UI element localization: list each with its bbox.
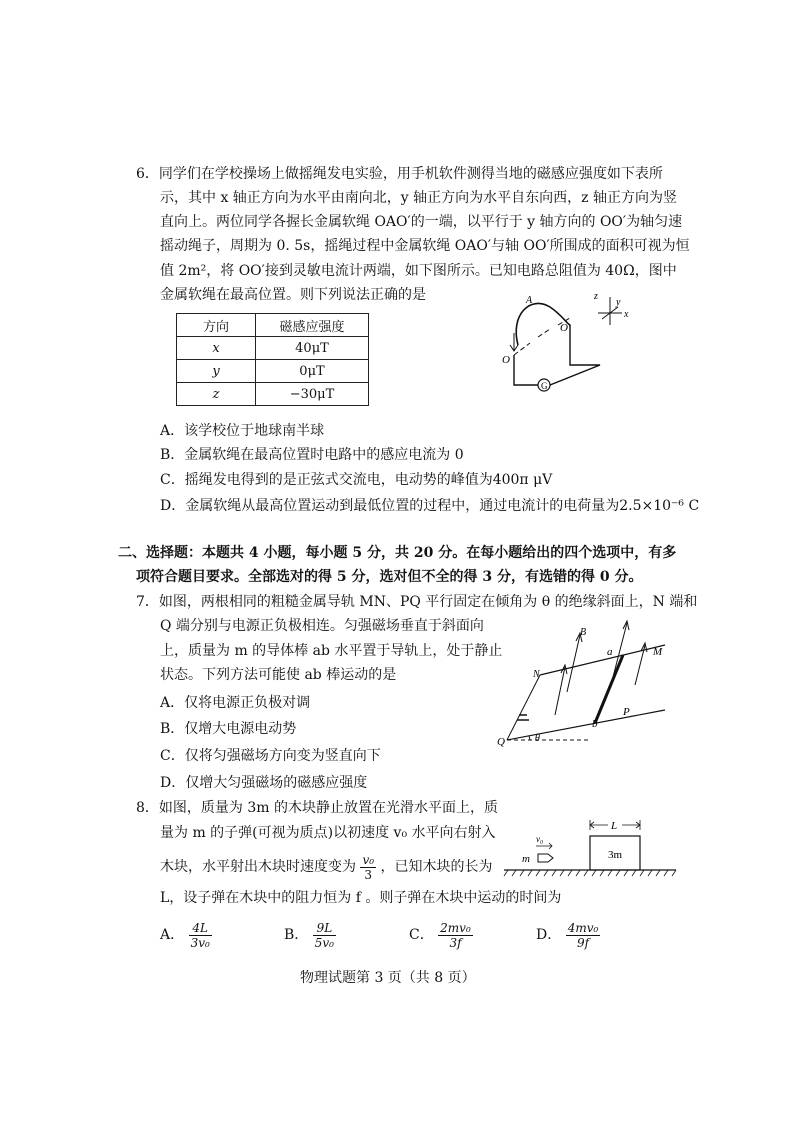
q6-line-6: 金属软绳在最高位置。则下列说法正确的是 [160, 287, 426, 303]
q8-option-d-fraction [566, 921, 601, 950]
fig8-label-v0: v₀ [536, 834, 544, 844]
q7-line-2: Q 端分别与电源正负极相连。匀强磁场垂直于斜面向 [160, 618, 484, 634]
table-cell: 0μT [256, 360, 369, 383]
q8-option-c-den: 3f [449, 935, 462, 950]
fig6-label-G: G [541, 381, 548, 391]
table-row [177, 383, 369, 406]
fig8-label-block: 3m [608, 849, 623, 861]
q8-option-c[interactable] [409, 918, 473, 952]
fig8-label-bullet: m [522, 853, 530, 865]
fig6-label-z: z [594, 291, 598, 302]
table-cell: y [177, 360, 256, 383]
q7-option-b[interactable]: B．仅增大电源电动势 [160, 721, 297, 737]
section-2-line-2: 项符合题目要求。全部选对的得 5 分，选对但不全的得 3 分，有选错的得 0 分。 [136, 569, 643, 585]
q8-option-c-num: 2mv₀ [440, 920, 471, 935]
rails-figure [495, 615, 675, 750]
fig6-label-O-prime: O′ [560, 322, 571, 334]
q8-option-b[interactable] [284, 918, 336, 952]
page-footer: 物理试题第 3 页（共 8 页） [300, 970, 476, 986]
fig6-label-A: A [526, 295, 533, 306]
q8-line-1: 8．如图，质量为 3m 的木块静止放置在光滑水平面上，质 [136, 800, 498, 816]
q7-option-c[interactable]: C．仅将匀强磁场方向变为竖直向下 [160, 748, 381, 764]
q6-line-1: 6．同学们在学校操场上做摇绳发电实验，用手机软件测得当地的磁感应强度如下表所 [136, 166, 663, 182]
q6-line-5: 值 2m²，将 OO′接到灵敏电流计两端，如下图所示。已知电路总阻值为 40Ω，图中 [160, 263, 677, 279]
q8-option-a[interactable] [160, 918, 212, 952]
q8-option-a-den: 3v₀ [190, 935, 210, 950]
fig7-label-M: M [653, 646, 663, 658]
q8-option-b-num: 9L [313, 921, 336, 936]
table-header-row [177, 314, 369, 337]
table-header-field: 磁感应强度 [256, 314, 369, 337]
q6-option-b[interactable]: B．金属软绳在最高位置时电路中的感应电流为 0 [160, 447, 464, 463]
table-cell: z [177, 383, 256, 406]
speed-fraction-num: v₀ [362, 852, 375, 867]
fig7-label-B: B [580, 627, 587, 638]
fig7-label-b: b [592, 718, 598, 730]
q8-option-c-label: C． [409, 927, 434, 943]
fig8-label-L: L [611, 820, 618, 832]
q6-option-a[interactable]: A．该学校位于地球南半球 [160, 423, 325, 439]
bullet-block-figure [500, 818, 680, 880]
q8-option-d[interactable] [536, 918, 600, 952]
section-2-line-1: 二、选择题：本题共 4 小题，每小题 5 分，共 20 分。在每小题给出的四个选项中，有多 [118, 545, 677, 561]
table-cell: −30μT [256, 383, 369, 406]
q8-option-b-label: B． [284, 927, 309, 943]
table-row [177, 337, 369, 360]
q6-line-4: 摇动绳子，周期为 0. 5s，摇绳过程中金属软绳 OAO′与轴 OO′所围成的面积可视为恒 [160, 238, 690, 254]
q8-option-a-label: A． [160, 927, 185, 943]
q8-option-b-den: 5v₀ [314, 935, 334, 950]
fig6-label-O: O [502, 354, 510, 366]
speed-fraction-den: 3 [364, 867, 373, 882]
q8-line-4: L，设子弹在木块中的阻力恒为 f 。则子弹在木块中运动的时间为 [160, 890, 562, 906]
fig6-label-y: y [616, 297, 621, 308]
q8-option-a-num: 4L [189, 921, 212, 936]
rope-generator-figure [490, 285, 650, 405]
q6-line-3: 直向上。两位同学各握长金属软绳 OAO′的一端，以平行于 y 轴方向的 OO′为轴匀速 [160, 214, 683, 230]
q8-line-3-text: 木块，水平射出木块时速度变为 [160, 859, 356, 875]
q8-line-2: 量为 m 的子弹(可视为质点)以初速度 v₀ 水平向右射入 [160, 825, 496, 841]
q8-line-3-tail: ，已知木块的长为 [380, 859, 493, 875]
fig7-label-P: P [623, 706, 630, 718]
q8-option-c-fraction [438, 921, 473, 950]
magnetic-field-table [176, 313, 369, 406]
q7-option-d[interactable]: D．仅增大匀强磁场的磁感应强度 [160, 775, 368, 791]
q7-option-a[interactable]: A．仅将电源正负极对调 [160, 695, 311, 711]
bullet-icon [538, 854, 553, 862]
table-cell: 40μT [256, 337, 369, 360]
table-row [177, 360, 369, 383]
speed-fraction [360, 853, 376, 882]
table-header-direction: 方向 [177, 314, 256, 337]
fig6-label-x: x [624, 309, 629, 320]
q7-line-1: 7．如图，两根相同的粗糙金属导轨 MN、PQ 平行固定在倾角为 θ 的绝缘斜面上，N 端和 [136, 594, 698, 610]
q6-option-d[interactable]: D．金属软绳从最高位置运动到最低位置的过程中，通过电流计的电荷量为2.5×10⁻⁶ C [160, 498, 700, 514]
q8-line-3 [160, 850, 493, 884]
q6-option-c[interactable]: C．摇绳发电得到的是正弦式交流电，电动势的峰值为400π μV [160, 472, 553, 488]
q7-line-4: 状态。下列方法可能使 ab 棒运动的是 [160, 667, 397, 683]
q8-option-a-fraction [189, 921, 212, 950]
fig7-label-a: a [607, 646, 613, 658]
q6-line-2: 示，其中 x 轴正方向为水平由南向北，y 轴正方向为水平自东向西，z 轴正方向为竖 [160, 190, 677, 206]
q7-line-3: 上，质量为 m 的导体棒 ab 水平置于导轨上，处于静止 [160, 643, 503, 659]
q8-option-d-num: 4mv₀ [567, 920, 599, 935]
fig7-label-N: N [533, 669, 540, 680]
fig7-label-Q: Q [497, 736, 505, 748]
table-cell: x [177, 337, 256, 360]
fig7-label-theta: θ [535, 733, 540, 744]
q8-option-b-fraction [313, 921, 336, 950]
q8-option-d-den: 9f [576, 935, 590, 950]
q8-option-d-label: D． [536, 927, 562, 943]
